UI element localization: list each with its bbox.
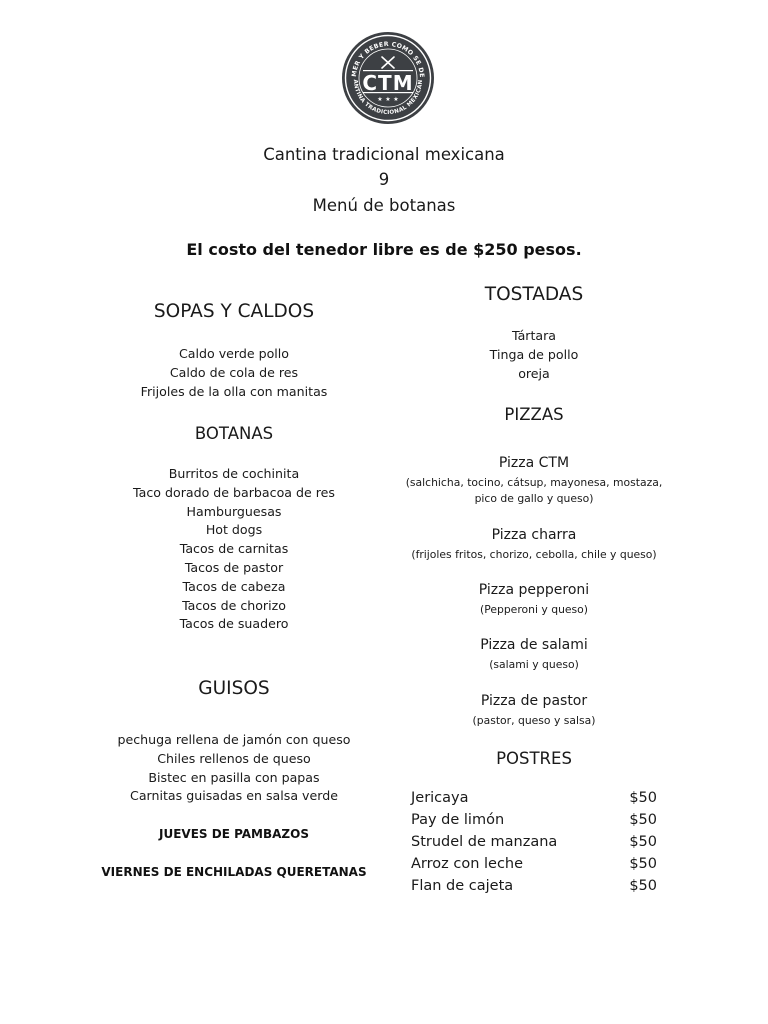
svg-text:COMER Y BEBER COMO SE DEBE: MER Y BEBER COMO SE DE xyxy=(350,40,426,78)
dessert-price: $50 xyxy=(629,790,657,806)
list-item: Tártara xyxy=(511,328,557,343)
list-item: Tacos de chorizo xyxy=(182,597,286,613)
svg-text:★: ★ xyxy=(393,96,399,103)
pizza-desc: (Pepperoni y queso) xyxy=(479,603,589,616)
dessert-name: Flan de cajeta xyxy=(411,878,514,894)
list-item: Caldo de cola de res xyxy=(169,364,299,380)
pizza-name: Pizza pepperoni xyxy=(478,582,590,598)
svg-text:CANTINA TRADICIONAL MEXICANA: ANTINA TRADICIONAL MEXICAN xyxy=(351,79,425,117)
list-item: Tacos de cabeza xyxy=(182,578,286,594)
list-item: Chiles rellenos de queso xyxy=(157,750,311,766)
svg-text:★: ★ xyxy=(385,96,391,103)
pizza-name: Pizza charra xyxy=(491,527,577,543)
guisos-title: GUISOS xyxy=(198,678,270,699)
tostadas-list xyxy=(384,327,684,383)
dessert-name: Strudel de manzana xyxy=(411,834,558,850)
friday-special: VIERNES DE ENCHILADAS QUERETANAS xyxy=(101,865,367,879)
list-item: oreja xyxy=(518,365,550,381)
dessert-name: Jericaya xyxy=(411,790,469,806)
header-line-2: 9 xyxy=(378,170,390,189)
sopas-title: SOPAS Y CALDOS xyxy=(153,301,315,322)
dessert-row xyxy=(411,878,657,894)
dessert-row xyxy=(411,856,657,872)
dessert-name: Arroz con leche xyxy=(411,856,524,872)
list-item: Taco dorado de barbacoa de res xyxy=(133,484,335,500)
ctm-logo xyxy=(340,30,436,126)
dessert-price: $50 xyxy=(629,856,657,872)
tostadas-title: TOSTADAS xyxy=(484,284,584,305)
svg-text:CTM: CTM xyxy=(362,71,414,95)
header-line-1: Cantina tradicional mexicana xyxy=(263,145,505,164)
dessert-name: Pay de limón xyxy=(411,812,505,828)
thursday-special: JUEVES DE PAMBAZOS xyxy=(159,827,309,841)
list-item: Tacos de suadero xyxy=(179,616,289,632)
botanas-title: BOTANAS xyxy=(194,424,274,443)
dessert-row xyxy=(411,790,657,806)
guisos-list xyxy=(84,731,384,806)
postres-title: POSTRES xyxy=(496,749,572,768)
pizza-desc: (frijoles fritos, chorizo, cebolla, chile y queso) xyxy=(411,548,657,561)
pizza-name: Pizza de salami xyxy=(480,637,588,653)
list-item: Caldo verde pollo xyxy=(178,346,290,361)
list-item: Hot dogs xyxy=(205,522,263,538)
list-item: Hamburguesas xyxy=(186,503,282,519)
dessert-row xyxy=(411,834,657,850)
pizza-desc: (salami y queso) xyxy=(489,658,579,671)
list-item: Bistec en pasilla con papas xyxy=(148,769,320,785)
svg-text:★: ★ xyxy=(377,96,383,103)
price-note: El costo del tenedor libre es de $250 pesos. xyxy=(186,240,582,259)
header-line-3: Menú de botanas xyxy=(312,196,456,215)
pizzas-title: PIZZAS xyxy=(504,405,564,424)
list-item: Carnitas guisadas en salsa verde xyxy=(130,788,338,804)
sopas-list xyxy=(84,345,384,401)
list-item: Tinga de pollo xyxy=(489,346,579,362)
list-item: pechuga rellena de jamón con queso xyxy=(117,732,351,747)
pizza-desc: pico de gallo y queso) xyxy=(474,492,594,505)
dessert-row xyxy=(411,812,657,828)
dessert-price: $50 xyxy=(629,812,657,828)
list-item: Frijoles de la olla con manitas xyxy=(140,383,328,399)
pizza-name: Pizza de pastor xyxy=(480,693,588,709)
list-item: Burritos de cochinita xyxy=(168,466,300,481)
botanas-list xyxy=(84,465,384,634)
pizza-name: Pizza CTM xyxy=(498,455,570,471)
dessert-price: $50 xyxy=(629,834,657,850)
dessert-price: $50 xyxy=(629,878,657,894)
list-item: Tacos de pastor xyxy=(184,559,284,575)
list-item: Tacos de carnitas xyxy=(179,541,289,557)
pizza-desc: (salchicha, tocino, cátsup, mayonesa, mostaza, xyxy=(405,476,663,489)
pizza-desc: (pastor, queso y salsa) xyxy=(472,714,596,727)
